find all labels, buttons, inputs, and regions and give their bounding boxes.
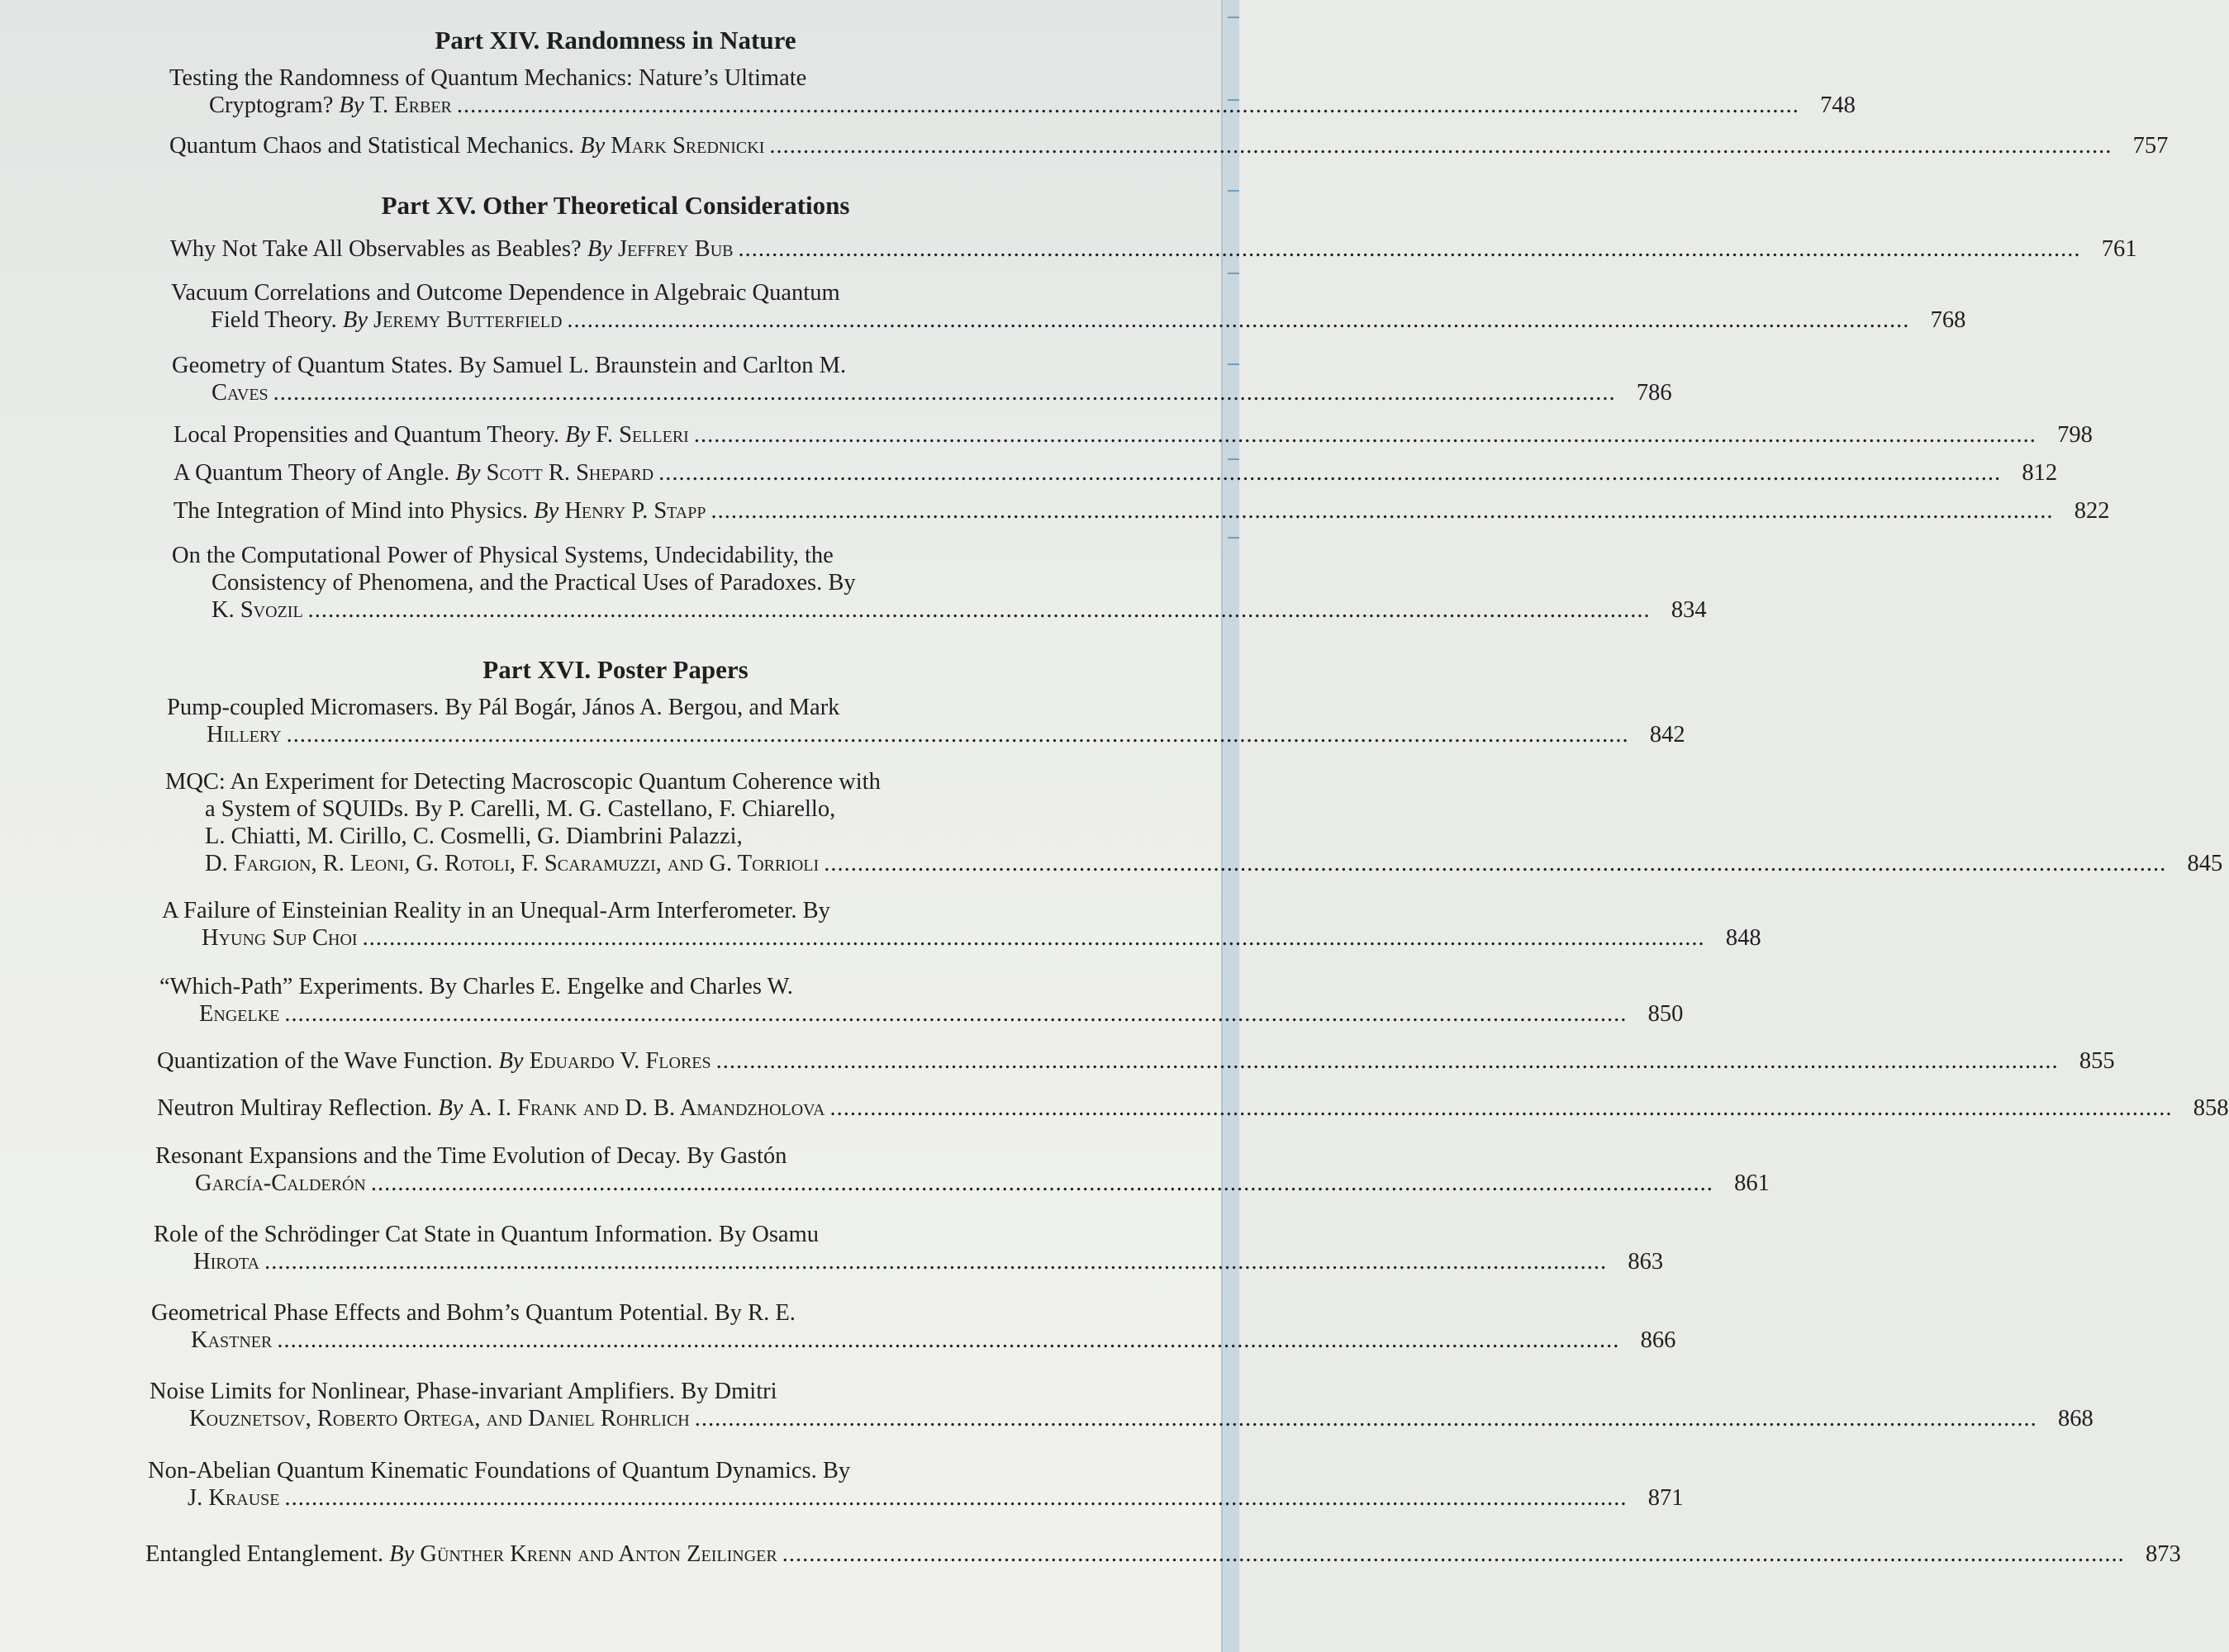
page-number: 863: [1628, 1249, 1664, 1275]
entry-last-line: [169, 132, 2169, 159]
entry-title: A Quantum Theory of Angle.: [173, 460, 450, 486]
toc-entry[interactable]: [173, 497, 2110, 525]
by-label: By: [342, 307, 368, 333]
author-names: Jeffrey Bub: [618, 236, 734, 262]
author-names: Hyung Sup Choi: [202, 925, 358, 951]
toc-entry[interactable]: [171, 279, 1966, 334]
entry-title-line: Geometry of Quantum States. By Samuel L. Braunstein and Carlton M.: [172, 353, 847, 378]
author-names: García-Calderón: [195, 1170, 366, 1196]
entry-last-text: [209, 92, 452, 119]
entry-title-line: Noise Limits for Nonlinear, Phase-invariant Amplifiers. By Dmitri: [150, 1379, 777, 1404]
edge-tick: [1228, 537, 1239, 539]
author-names: D. Fargion, R. Leoni, G. Rotoli, F. Scaramuzzi, and G. Torrioli: [205, 851, 820, 876]
page-number: 848: [1725, 925, 1761, 951]
entry-title-line: “Which-Path” Experiments. By Charles E. Engelke and Charles W.: [159, 974, 793, 999]
toc-entry[interactable]: [173, 421, 2093, 449]
leader-dots: ........................................................................................................................................................................................................: [782, 1541, 2125, 1567]
entry-title-line: Role of the Schrödinger Cat State in Quantum Information. By Osamu: [154, 1222, 819, 1247]
entry-last-line: [172, 596, 1707, 624]
leader-dots: ........................................................................................................................................................................................................: [711, 498, 2054, 524]
entry-last-line: [154, 1248, 1664, 1275]
toc-entry[interactable]: [173, 459, 2058, 487]
by-label: By: [580, 133, 606, 159]
entry-title-line: Geometrical Phase Effects and Bohm’s Quantum Potential. By R. E.: [151, 1300, 796, 1326]
entry-last-line: [173, 497, 2110, 525]
toc-entry[interactable]: [169, 132, 2169, 159]
leader-dots: ........................................................................................................................................................................................................: [264, 1249, 1608, 1275]
entry-title: The Integration of Mind into Physics.: [173, 498, 529, 524]
edge-tick: [1228, 17, 1239, 18]
entry-title: Field Theory.: [211, 307, 337, 333]
entry-title-line: Vacuum Correlations and Outcome Dependence in Algebraic Quantum: [171, 280, 840, 306]
entry-title-line: A Failure of Einsteinian Reality in an Unequal-Arm Interferometer. By: [162, 898, 830, 923]
entry-title-line: Resonant Expansions and the Time Evolution of Decay. By Gastón: [155, 1143, 787, 1169]
entry-last-text: [170, 235, 733, 263]
page-number: 850: [1647, 1001, 1684, 1027]
author-names: A. I. Frank and D. B. Amandzholova: [468, 1095, 825, 1121]
entry-title: Neutron Multiray Reflection.: [157, 1095, 433, 1121]
page-number: 761: [2101, 236, 2137, 262]
toc-entry[interactable]: [151, 1299, 1676, 1354]
entry-last-text: [195, 1170, 366, 1197]
entry-last-line: [159, 1000, 1684, 1028]
by-label: By: [498, 1048, 524, 1074]
leader-dots: ........................................................................................................................................................................................................: [694, 1406, 2037, 1431]
by-label: By: [587, 236, 612, 262]
entry-last-line: [173, 459, 2058, 487]
entry-title-line: L. Chiatti, M. Cirillo, C. Cosmelli, G. Diambrini Palazzi,: [205, 824, 743, 849]
entry-last-line: [151, 1327, 1676, 1354]
leader-dots: ........................................................................................................................................................................................................: [769, 133, 2113, 159]
leader-dots: ........................................................................................................................................................................................................: [715, 1048, 2059, 1074]
page-number: 812: [2022, 460, 2058, 486]
entry-title-line: Consistency of Phenomena, and the Practical Uses of Paradoxes. By: [211, 570, 856, 596]
leader-dots: ........................................................................................................................................................................................................: [829, 1095, 2173, 1121]
entry-last-line: [170, 235, 2137, 263]
leader-dots: ........................................................................................................................................................................................................: [370, 1170, 1713, 1196]
page-number: 834: [1671, 597, 1707, 623]
leader-dots: ........................................................................................................................................................................................................: [362, 925, 1705, 951]
leader-dots: ........................................................................................................................................................................................................: [824, 851, 2167, 876]
entry-last-line: [157, 1094, 2229, 1122]
entry-last-text: [191, 1327, 272, 1354]
entry-title-line: a System of SQUIDs. By P. Carelli, M. G. Castellano, F. Chiarello,: [205, 796, 836, 822]
by-label: By: [389, 1541, 415, 1567]
author-names: Eduardo V. Flores: [529, 1048, 711, 1074]
entry-title: Entangled Entanglement.: [145, 1541, 384, 1567]
page-number: 786: [1636, 380, 1672, 406]
toc-entry[interactable]: [167, 694, 1685, 748]
edge-tick: [1228, 273, 1239, 274]
entry-last-text: [193, 1248, 259, 1275]
entry-last-line: [169, 92, 1856, 119]
entry-last-text: [157, 1047, 711, 1075]
entry-last-text: [199, 1000, 279, 1028]
part-heading: Part XVI. Poster Papers: [482, 655, 749, 684]
entry-last-text: [169, 132, 764, 159]
page-number: 768: [1930, 307, 1966, 333]
page-number: 855: [2079, 1048, 2115, 1074]
entry-last-line: [155, 1170, 1770, 1197]
page-number: 822: [2074, 498, 2110, 524]
leader-dots: ........................................................................................................................................................................................................: [567, 307, 1910, 333]
entry-last-text: [211, 596, 303, 624]
entry-last-line: [165, 850, 2223, 877]
entry-title: Quantum Chaos and Statistical Mechanics.: [169, 133, 574, 159]
author-names: Caves: [211, 380, 269, 406]
author-names: Engelke: [199, 1001, 280, 1027]
entry-last-line: [167, 721, 1685, 748]
entry-last-text: [173, 497, 706, 525]
leader-dots: ........................................................................................................................................................................................................: [284, 1485, 1628, 1511]
entry-title-line: Non-Abelian Quantum Kinematic Foundations of Quantum Dynamics. By: [148, 1458, 851, 1483]
toc-entry[interactable]: [165, 768, 2223, 877]
author-names: Jeremy Butterfield: [373, 307, 563, 333]
leader-dots: ........................................................................................................................................................................................................: [456, 93, 1799, 118]
author-names: Mark Srednicki: [611, 133, 765, 159]
author-names: T. Erber: [369, 93, 452, 118]
edge-tick: [1228, 190, 1239, 192]
page-number: 873: [2145, 1541, 2181, 1567]
toc-entry[interactable]: [172, 352, 1672, 406]
author-names: Kastner: [191, 1327, 273, 1353]
toc-entry[interactable]: [162, 897, 1761, 952]
entry-last-line: [171, 306, 1966, 334]
leader-dots: ........................................................................................................................................................................................................: [307, 597, 1651, 623]
leader-dots: ........................................................................................................................................................................................................: [286, 722, 1629, 748]
edge-tick: [1228, 363, 1239, 365]
entry-last-line: [145, 1540, 2181, 1568]
toc-entry[interactable]: [150, 1378, 2094, 1432]
entry-last-text: [202, 924, 358, 952]
leader-dots: ........................................................................................................................................................................................................: [277, 1327, 1620, 1353]
page-number: 845: [2187, 851, 2223, 876]
author-names: J. Krause: [188, 1485, 280, 1511]
author-names: Hirota: [193, 1249, 260, 1275]
toc-entry[interactable]: [157, 1094, 2229, 1122]
toc-entry[interactable]: [154, 1221, 1664, 1275]
author-names: F. Selleri: [596, 422, 689, 448]
by-label: By: [455, 460, 481, 486]
page-number: 861: [1734, 1170, 1770, 1196]
author-names: Günther Krenn and Anton Zeilinger: [420, 1541, 777, 1567]
entry-last-text: [173, 421, 689, 449]
by-label: By: [565, 422, 591, 448]
entry-last-line: [173, 421, 2093, 449]
toc-entry[interactable]: [145, 1540, 2181, 1568]
entry-last-text: [173, 459, 653, 487]
page-number: 866: [1640, 1327, 1676, 1353]
entry-title: Local Propensities and Quantum Theory.: [173, 422, 559, 448]
author-names: Hillery: [207, 722, 282, 748]
author-names: Scott R. Shepard: [486, 460, 654, 486]
page-number: 858: [2193, 1095, 2229, 1121]
part-heading: Part XV. Other Theoretical Considerations: [381, 191, 850, 220]
author-names: K. Svozil: [211, 597, 303, 623]
entry-title: Quantization of the Wave Function.: [157, 1048, 493, 1074]
page-number: 871: [1647, 1485, 1684, 1511]
page-number: 748: [1820, 93, 1856, 118]
entry-last-line: [157, 1047, 2115, 1075]
page-number: 757: [2132, 133, 2169, 159]
by-label: By: [339, 93, 364, 118]
toc-entry[interactable]: [169, 64, 1856, 119]
entry-last-text: [188, 1484, 280, 1512]
leader-dots: ........................................................................................................................................................................................................: [738, 236, 2081, 262]
entry-title-line: MQC: An Experiment for Detecting Macroscopic Quantum Coherence with: [165, 769, 881, 795]
toc-entry[interactable]: [172, 542, 1707, 624]
toc-entry[interactable]: [159, 973, 1684, 1028]
toc-entry[interactable]: [157, 1047, 2115, 1075]
part-heading: Part XIV. Randomness in Nature: [435, 26, 796, 55]
entry-last-text: [211, 379, 269, 406]
entry-last-text: [211, 306, 562, 334]
entry-last-text: [157, 1094, 825, 1122]
entry-last-line: [172, 379, 1672, 406]
author-names: Kouznetsov, Roberto Ortega, and Daniel Rohrlich: [189, 1406, 690, 1431]
page-number: 798: [2057, 422, 2093, 448]
page-number: 868: [2057, 1406, 2094, 1431]
entry-last-text: [207, 721, 282, 748]
entry-last-line: [148, 1484, 1684, 1512]
entry-last-text: [205, 850, 819, 877]
by-label: By: [438, 1095, 463, 1121]
entry-title: Cryptogram?: [209, 93, 334, 118]
entry-last-line: [162, 924, 1761, 952]
entry-title-line: Testing the Randomness of Quantum Mechanics: Nature’s Ultimate: [169, 65, 807, 91]
entry-title-line: Pump-coupled Micromasers. By Pál Bogár, János A. Bergou, and Mark: [167, 695, 840, 720]
entry-title-line: On the Computational Power of Physical Systems, Undecidability, the: [172, 543, 834, 568]
leader-dots: ........................................................................................................................................................................................................: [693, 422, 2037, 448]
author-names: Henry P. Stapp: [564, 498, 706, 524]
toc-entry[interactable]: [148, 1457, 1684, 1512]
by-label: By: [534, 498, 559, 524]
entry-last-text: [189, 1405, 690, 1432]
leader-dots: ........................................................................................................................................................................................................: [273, 380, 1616, 406]
leader-dots: ........................................................................................................................................................................................................: [284, 1001, 1628, 1027]
toc-entry[interactable]: [170, 235, 2137, 263]
page-number: 842: [1649, 722, 1685, 748]
entry-last-text: [145, 1540, 777, 1568]
entry-title: Why Not Take All Observables as Beables?: [170, 236, 582, 262]
leader-dots: ........................................................................................................................................................................................................: [658, 460, 2002, 486]
entry-last-line: [150, 1405, 2094, 1432]
toc-entry[interactable]: [155, 1142, 1770, 1197]
